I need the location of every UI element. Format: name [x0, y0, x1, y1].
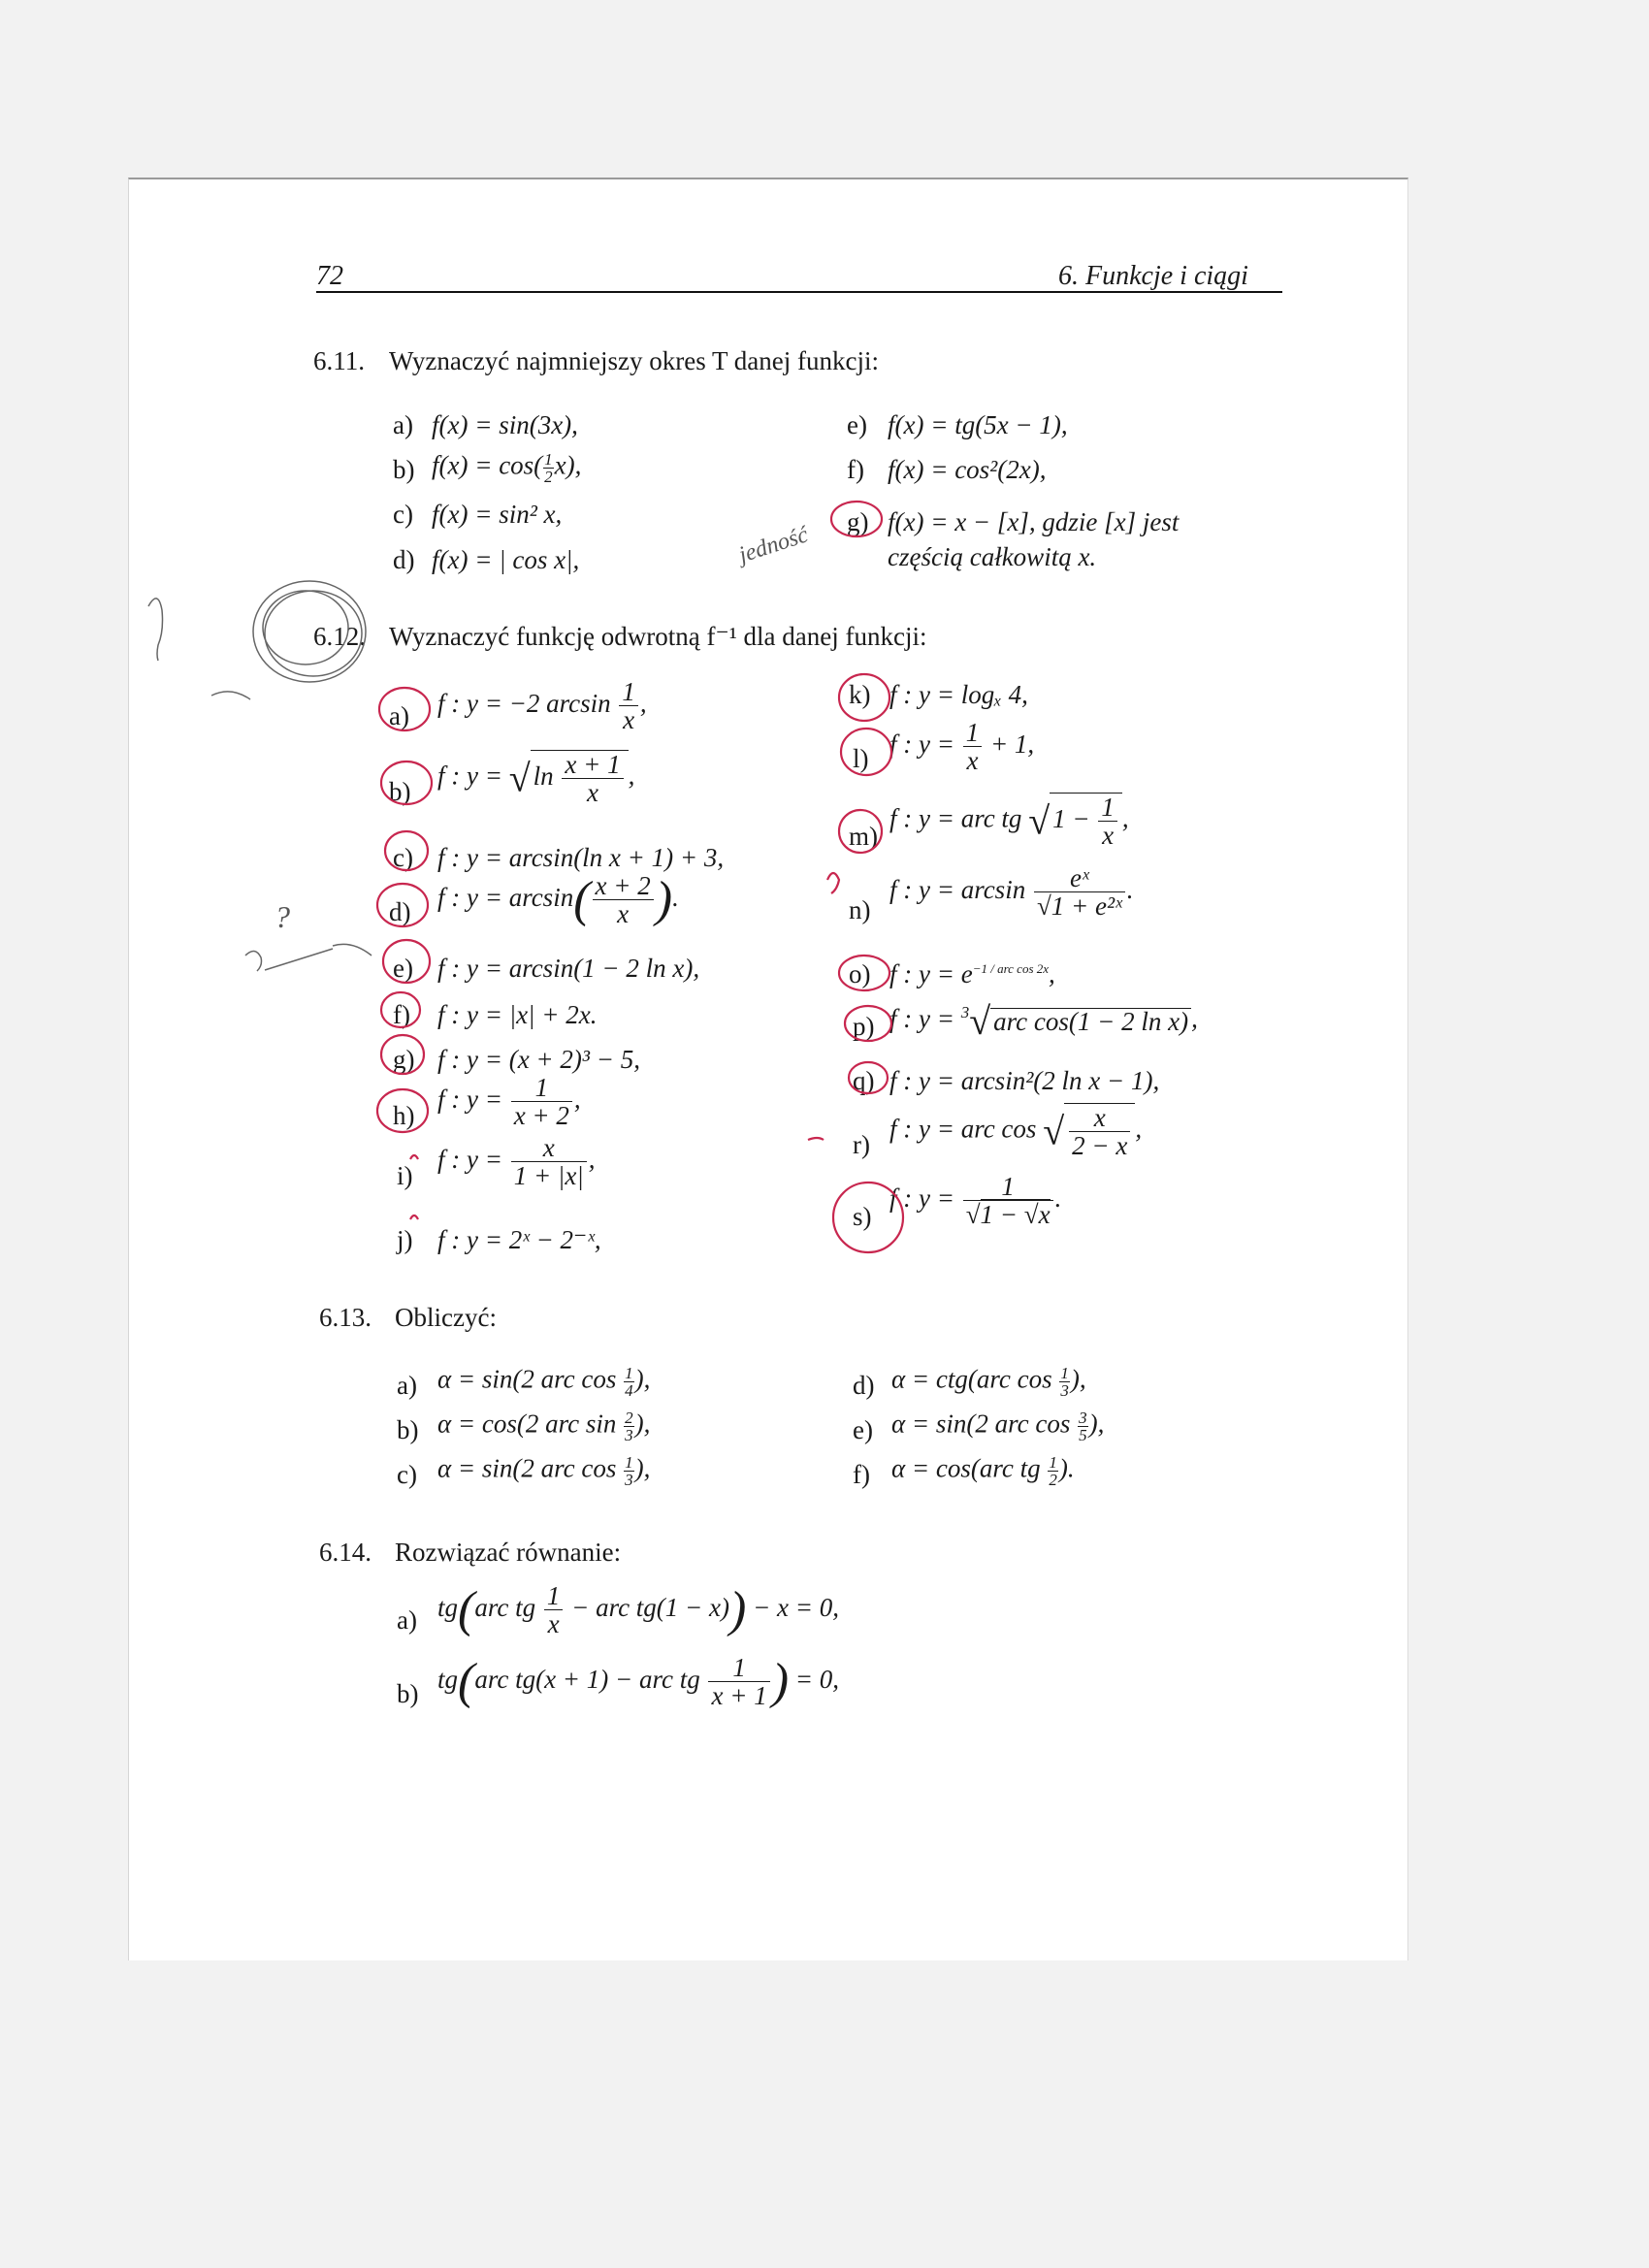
item-label: f)	[847, 455, 864, 484]
item-expr: f : y = arcsin(ln x + 1) + 3,	[437, 843, 725, 872]
item-expr: f : y = arcsin( $\frac{x + 2}{x}$ ).	[437, 871, 679, 929]
pencil-question-mark	[148, 599, 163, 661]
item-label: m)	[849, 822, 878, 851]
item-label: d)	[393, 545, 415, 574]
item-label: i)	[397, 1161, 413, 1190]
item-label: b)	[397, 1679, 419, 1708]
item-expr: f : y = √ ln $\frac{x + 1}{x}$ ,	[437, 750, 635, 808]
item-expr: f : $y = e^{-1 / arc cos 2x}$,	[889, 959, 1055, 988]
item-label: a)	[389, 701, 409, 730]
problem-6-12-number: 6.12.	[313, 622, 366, 651]
item-label: b)	[397, 1415, 419, 1444]
item-label: d)	[853, 1371, 875, 1400]
item-label: b)	[389, 777, 411, 806]
item-label: c)	[393, 843, 413, 872]
item-expr: f : y = −2 arcsin $\frac{1}{x}$ ,	[437, 677, 647, 735]
item-label: h)	[393, 1101, 415, 1130]
item-expr: f : y = $\frac{x}{1 + |x|}$ ,	[437, 1133, 596, 1191]
problem-6-12-title: Wyznaczyć funkcję odwrotną f⁻¹ dla danej funkcji:	[389, 622, 927, 651]
item-label: j)	[397, 1225, 413, 1254]
margin-question-mark: ?	[275, 899, 290, 934]
pencil-note: jedność	[735, 522, 812, 568]
item-label: n)	[849, 895, 871, 924]
pencil-circle-mark	[253, 581, 366, 682]
item-expr: f : y = $\frac{1}{√1 - √x}$ .	[889, 1172, 1062, 1230]
item-label: e)	[847, 410, 867, 439]
item-expr: f(x) = cos( $\frac{1}{2}$ x),	[432, 450, 582, 486]
item-label: f)	[393, 1000, 410, 1029]
item-expr: f : y = arc tg √ 1 − $\frac{1}{x}$ ,	[889, 793, 1129, 851]
item-expr: α = cos(2 arc sin $\frac{2}{3}$ ),	[437, 1409, 651, 1444]
item-expr: f(x) = sin(3x),	[432, 410, 578, 439]
item-expr: f : y = arcsin(1 − 2 ln x),	[437, 954, 700, 983]
item-expr: f : y = $^3$√ arc cos(1 − 2 ln x) ,	[889, 999, 1198, 1043]
item-label: g)	[847, 507, 869, 536]
textbook-page	[128, 178, 1408, 1960]
item-label: a)	[397, 1371, 417, 1400]
item-expr: tg(arc tg(x + 1) − arc tg $\frac{1}{x + 1}$ ) = 0,	[437, 1653, 840, 1711]
item-expr: α = sin(2 arc cos $\frac{3}{5}$ ),	[891, 1409, 1105, 1444]
item-label: a)	[393, 410, 413, 439]
problem-6-13-title: Obliczyć:	[395, 1303, 497, 1332]
item-label: e)	[393, 954, 413, 983]
item-expr: f : y = $\frac{1}{x + 2}$ ,	[437, 1073, 581, 1131]
problem-6-14-number: 6.14.	[319, 1538, 372, 1567]
item-label: l)	[853, 744, 869, 773]
item-label: s)	[853, 1202, 872, 1231]
item-label: f)	[853, 1460, 870, 1489]
item-label: c)	[397, 1460, 417, 1489]
problem-6-13-number: 6.13.	[319, 1303, 372, 1332]
item-label: k)	[849, 680, 871, 709]
item-expr: f(x) = tg(5x − 1),	[888, 410, 1068, 439]
item-expr: f : y = logₓ 4,	[889, 680, 1028, 709]
item-label: b)	[393, 455, 415, 484]
fraction: $\frac{1}{2}$	[544, 450, 553, 486]
item-expr: f(x) = cos²(2x),	[888, 455, 1047, 484]
item-expr: f(x) = | cos x|,	[432, 545, 580, 574]
item-label: e)	[853, 1415, 873, 1444]
item-label: p)	[853, 1012, 875, 1041]
item-expr: f : y = $\frac{1}{x}$ + 1,	[889, 718, 1035, 776]
problem-6-11-title: Wyznaczyć najmniejszy okres T danej funkcji:	[389, 346, 879, 375]
item-label: c)	[393, 500, 413, 529]
item-expr-continued: częścią całkowitą x.	[888, 542, 1097, 571]
item-label: r)	[853, 1130, 870, 1159]
item-label: q)	[853, 1066, 875, 1095]
item-expr: f : y = 2ˣ − 2⁻ˣ,	[437, 1225, 601, 1254]
item-expr: α = cos(arc tg $\frac{1}{2}$ ).	[891, 1453, 1075, 1489]
problem-6-14-title: Rozwiązać równanie:	[395, 1538, 622, 1567]
item-expr: α = ctg(arc cos $\frac{1}{3}$ ),	[891, 1364, 1086, 1400]
item-label: g)	[393, 1045, 415, 1074]
pen-circle-mark	[831, 502, 882, 536]
item-expr: f : y = arc cos √ $\frac{x}{2 - x}$ ,	[889, 1103, 1143, 1161]
chapter-title: 6. Funkcje i ciągi	[1058, 261, 1248, 291]
item-label: o)	[849, 959, 871, 988]
item-expr: f : y = |x| + 2x.	[437, 1000, 598, 1029]
item-expr: α = sin(2 arc cos $\frac{1}{3}$ ),	[437, 1453, 651, 1489]
page-number: 72	[316, 261, 343, 291]
item-expr: f(x) = sin² x,	[432, 500, 563, 529]
item-expr: f : y = arcsin $\frac{\text{eˣ}}{\text{√1 + e²ˣ}}$ .	[889, 863, 1134, 922]
item-label: a)	[397, 1605, 417, 1635]
item-expr: α = sin(2 arc cos $\frac{1}{4}$ ),	[437, 1364, 651, 1400]
item-expr: f(x) = x − [x], gdzie [x] jest	[888, 507, 1180, 536]
item-expr: f : y = arcsin²(2 ln x − 1),	[889, 1066, 1160, 1095]
problem-6-11-number: 6.11.	[313, 346, 365, 375]
item-expr: f : y = (x + 2)³ − 5,	[437, 1045, 640, 1074]
item-expr: tg(arc tg $\frac{1}{x}$ − arc tg(1 − x)) − x = 0,	[437, 1581, 840, 1639]
handwriting-overlay	[129, 179, 1407, 1344]
item-label: d)	[389, 897, 411, 926]
